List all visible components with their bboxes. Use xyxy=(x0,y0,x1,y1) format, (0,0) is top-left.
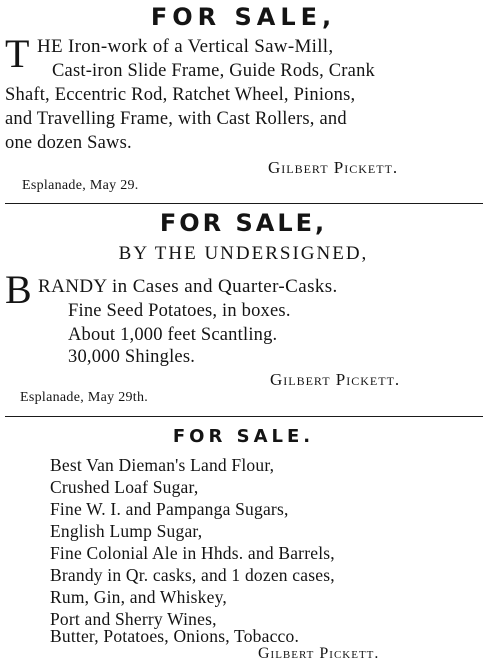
ad1-dropcap: T xyxy=(5,31,30,76)
ad1-line3: Shaft, Eccentric Rod, Ratchet Wheel, Pinions, xyxy=(5,85,356,105)
ad3-item-5: Fine Colonial Ale in Hhds. and Barrels, xyxy=(50,543,335,563)
ad1-line4: and Travelling Frame, with Cast Rollers, and xyxy=(5,109,347,129)
ad3-item-6: Brandy in Qr. casks, and 1 dozen cases, xyxy=(50,565,335,585)
ad3-item-3: Fine W. I. and Pampanga Sugars, xyxy=(50,499,289,519)
ad2-line1: RANDY in Cases and Quarter-Casks. xyxy=(38,276,338,297)
ad1-line1: HE Iron-work of a Vertical Saw-Mill, xyxy=(37,36,334,57)
ad2-item-3: 30,000 Shingles. xyxy=(68,347,196,367)
ad3-headline: FOR SALE. xyxy=(172,426,315,447)
ad1-headline: FOR SALE, xyxy=(150,3,337,31)
ad1-dateline: Esplanade, May 29. xyxy=(22,178,139,193)
divider-1 xyxy=(5,203,483,204)
ad2-headline: FOR SALE, xyxy=(159,209,328,237)
ad3-item-8: Port and Sherry Wines, xyxy=(50,609,217,629)
ad1-signature: Gilbert Pickett. xyxy=(268,158,399,177)
ad2-item-1: Fine Seed Potatoes, in boxes. xyxy=(68,301,291,321)
ad2-dropcap: B xyxy=(5,267,32,312)
ad2-signature: Gilbert Pickett. xyxy=(270,370,401,389)
ad2-item-2: About 1,000 feet Scantling. xyxy=(68,325,278,345)
ad3-item-2: Crushed Loaf Sugar, xyxy=(50,477,199,497)
ad1-line2: Cast-iron Slide Frame, Guide Rods, Crank xyxy=(52,61,375,81)
ad3-item-1: Best Van Dieman's Land Flour, xyxy=(50,455,275,475)
ad3-item-7: Rum, Gin, and Whiskey, xyxy=(50,587,227,607)
ad3-signature: Gilbert Pickett. xyxy=(258,645,380,662)
ad3-item-9: Butter, Potatoes, Onions, Tobacco. xyxy=(50,626,300,646)
ad3-item-4: English Lump Sugar, xyxy=(50,521,203,541)
ad1-line5: one dozen Saws. xyxy=(5,133,132,153)
ad2-subhead: BY THE UNDERSIGNED, xyxy=(118,243,369,264)
ad2-dateline: Esplanade, May 29th. xyxy=(20,390,149,405)
divider-2 xyxy=(5,416,483,417)
